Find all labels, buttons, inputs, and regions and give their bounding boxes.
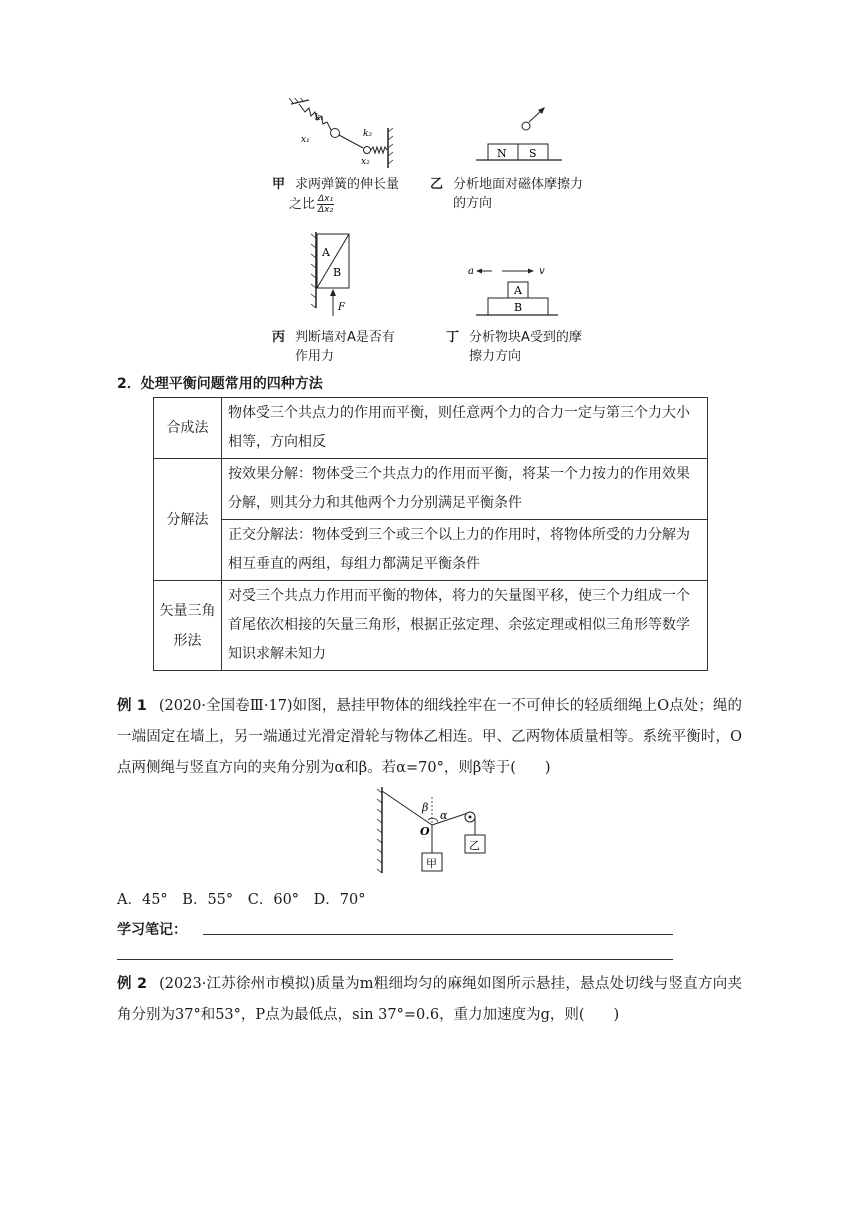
example2-body: (2023·江苏徐州市模拟)质量为m粗细均匀的麻绳如图所示悬挂，悬点处切线与竖直方向夹角分别为37°和53°，P点为最低点，sin 37°=0.6，重力加速度为g，则( ) (117, 976, 743, 1023)
figure-bing-wall-blocks (302, 228, 362, 318)
ding-accel-label: a (468, 266, 474, 277)
ding-block-a-label: A (514, 284, 522, 297)
figure-ding-caption-line2: 擦力方向 (469, 349, 522, 364)
ding-vel-label: v (539, 266, 545, 277)
figure-bing-caption (272, 328, 422, 366)
option-a[interactable]: A．45° (117, 892, 168, 908)
figure-jia-label: 甲 (272, 177, 286, 192)
methods-table (153, 397, 708, 671)
figure-bing-label: 丙 (272, 330, 286, 345)
example1-figure (372, 783, 502, 879)
jia-x2-label: x₂ (361, 157, 370, 167)
example2-text (117, 969, 742, 1031)
mass-yi-label: 乙 (469, 839, 480, 852)
figure-ding-caption-line1: 分析物块A受到的摩 (469, 330, 582, 345)
figure-yi-label: 乙 (430, 177, 444, 192)
beta-label: β (422, 801, 429, 814)
bing-block-b-label: B (333, 266, 342, 279)
ratio-numerator: Δx₁ (318, 194, 334, 204)
option-b[interactable]: B．55° (182, 892, 234, 908)
example2-label: 例 2 (117, 976, 148, 992)
method-description: 按效果分解：物体受三个共点力的作用而平衡，将某一个力按力的作用效果分解，则其分力和其他两个力分别满足平衡条件 (222, 459, 708, 520)
pole-s-label: S (529, 147, 537, 160)
figure-yi-magnet (470, 104, 570, 168)
alpha-label: α (440, 809, 448, 822)
figure-yi-caption (430, 175, 610, 213)
method-name: 合成法 (154, 398, 222, 459)
figure-jia-caption-line2: 之比 (289, 197, 316, 212)
example1-label: 例 1 (117, 698, 147, 714)
method-description: 正交分解法：物体受到三个或三个以上力的作用时，将物体所受的力分解为相互垂直的两组，每组力都满足平衡条件 (222, 520, 708, 581)
pole-n-label: N (497, 147, 507, 160)
ratio-fraction (317, 194, 334, 215)
table-row (154, 459, 708, 520)
option-d[interactable]: D．70° (313, 892, 366, 908)
method-description: 对受三个共点力作用而平衡的物体，将力的矢量图平移，使三个力组成一个首尾依次相接的矢量三角形，根据正弦定理、余弦定理或相似三角形等数学知识求解未知力 (222, 581, 708, 671)
table-row (154, 398, 708, 459)
bing-block-a-label: A (322, 246, 330, 259)
table-row (154, 581, 708, 671)
notes-line[interactable] (117, 959, 673, 960)
example1-text (117, 691, 742, 784)
jia-k1-label: k₁ (315, 113, 325, 123)
example1-options (117, 888, 376, 909)
figure-bing-caption-line1: 判断墙对A是否有 (295, 330, 395, 345)
jia-k2-label: k₂ (363, 129, 373, 139)
jia-x1-label: x₁ (301, 135, 310, 145)
option-c[interactable]: C．60° (247, 892, 300, 908)
notes-label: 学习笔记： (117, 922, 187, 938)
example1-body: (2020·全国卷Ⅲ·17)如图，悬挂甲物体的细线拴牢在一不可伸长的轻质细绳上O点处；绳的一端固定在墙上，另一端通过光滑定滑轮与物体乙相连。甲、乙两物体质量相等。系统平衡时，O点两侧绳与竖直方向的夹角分别为α和β。若α=70°，则β等于( ) (117, 698, 742, 776)
figure-jia-caption (272, 175, 412, 215)
figure-yi-caption-line2: 的方向 (453, 196, 493, 211)
figure-ding-label: 丁 (446, 330, 460, 345)
mass-jia-label: 甲 (426, 857, 437, 870)
figure-jia-caption-line1: 求两弹簧的伸长量 (295, 177, 400, 192)
bing-force-label: F (338, 302, 345, 313)
point-o-label: O (420, 825, 430, 838)
ding-block-b-label: B (514, 301, 523, 314)
method-name: 分解法 (154, 459, 222, 581)
figure-ding-stacked-blocks (462, 262, 562, 320)
table-row (154, 520, 708, 581)
method-name: 矢量三角形法 (154, 581, 222, 671)
ratio-denominator: Δx₂ (318, 205, 334, 215)
figure-jia-springs (285, 98, 405, 170)
notes-line[interactable] (203, 934, 673, 935)
figure-bing-caption-line2: 作用力 (295, 349, 335, 364)
figure-ding-caption (446, 328, 616, 366)
section-heading: 2．处理平衡问题常用的四种方法 (117, 376, 323, 392)
method-description: 物体受三个共点力的作用而平衡，则任意两个力的合力一定与第三个力大小相等，方向相反 (222, 398, 708, 459)
figure-yi-caption-line1: 分析地面对磁体摩擦力 (453, 177, 584, 192)
